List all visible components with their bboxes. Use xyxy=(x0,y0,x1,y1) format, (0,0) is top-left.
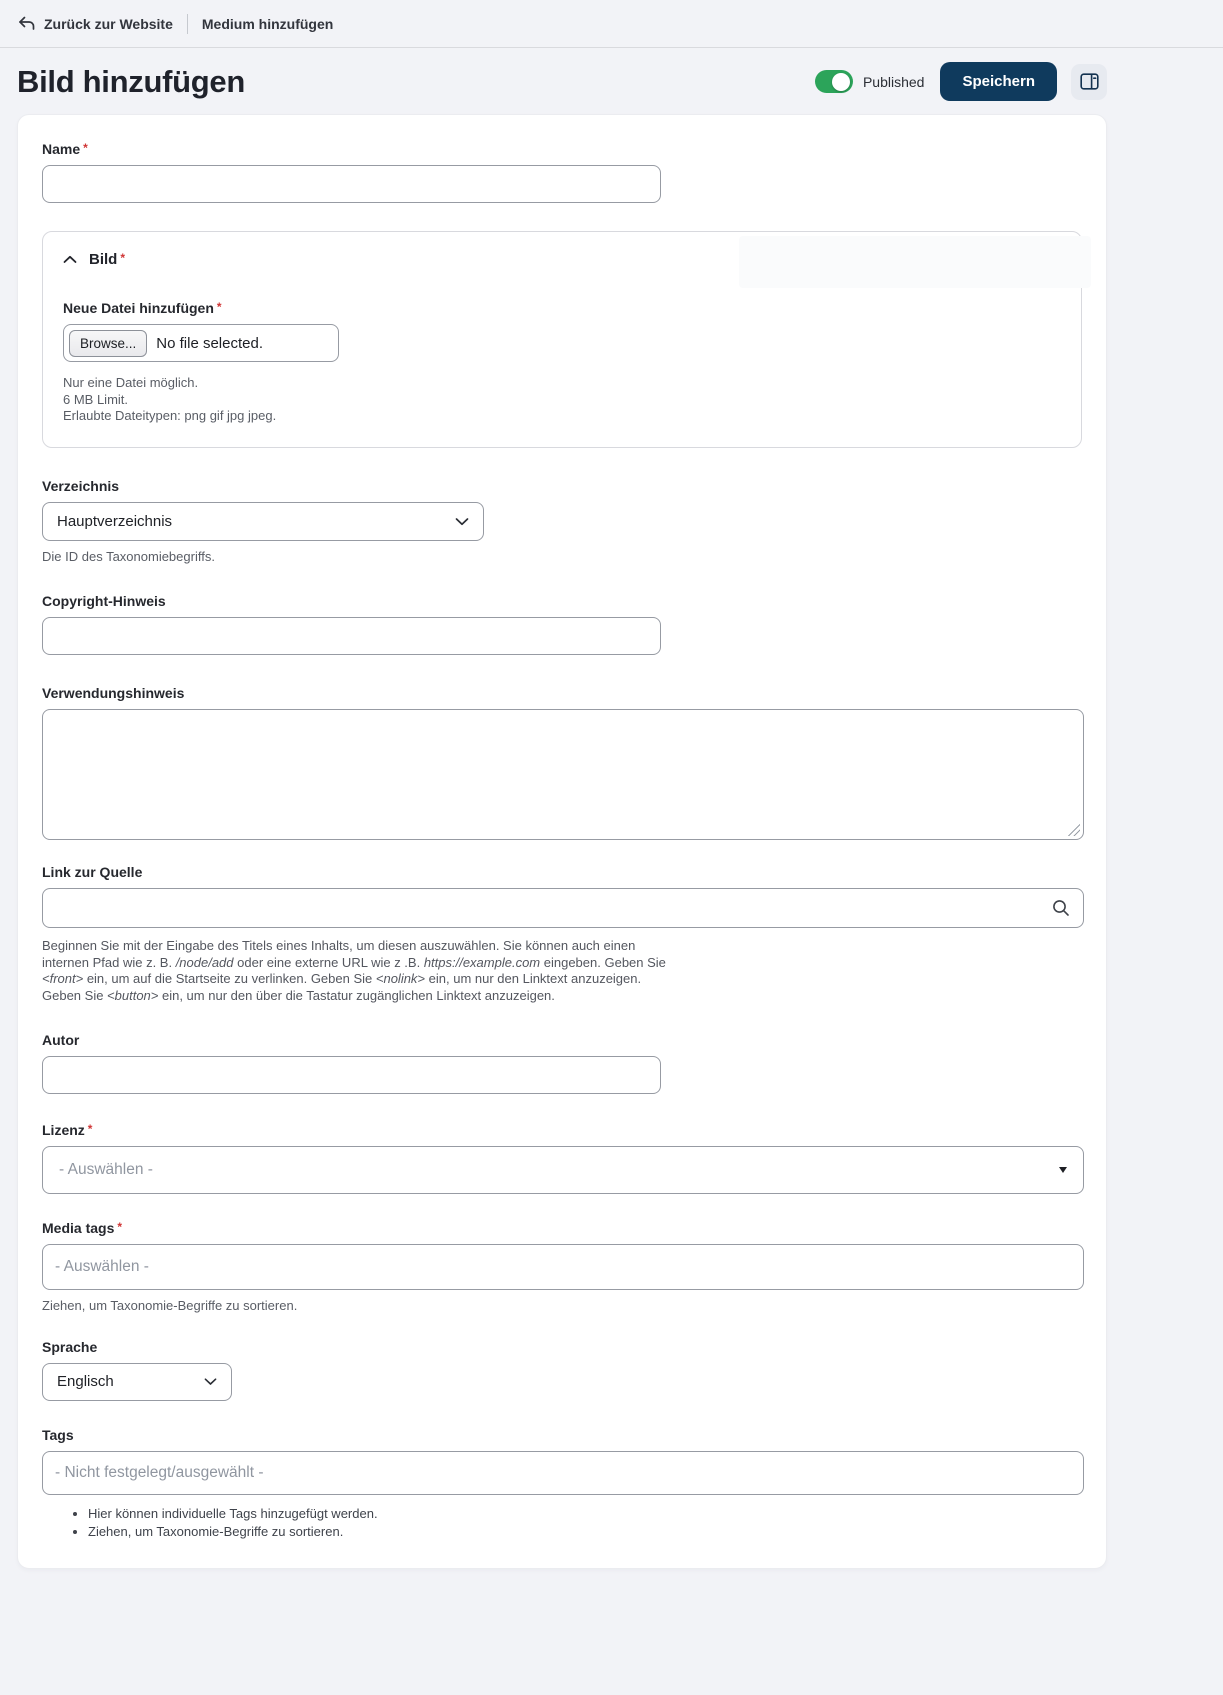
select-arrow-icon xyxy=(1059,1167,1067,1173)
field-link xyxy=(42,864,1082,1004)
verzeichnis-selected-value: Hauptverzeichnis xyxy=(57,512,173,530)
autor-input[interactable] xyxy=(42,1056,661,1094)
file-upload-input[interactable] xyxy=(63,324,339,362)
field-verzeichnis xyxy=(42,478,1082,566)
field-name xyxy=(42,141,1082,203)
breadcrumb: Medium hinzufügen xyxy=(201,15,334,32)
lizenz-select[interactable] xyxy=(42,1146,1084,1194)
media-tags-description: Ziehen, um Taxonomie-Begriffe zu sortieren. xyxy=(42,1298,298,1313)
tags-notes xyxy=(88,1505,1082,1542)
tags-note: • Ziehen, um Taxonomie-Begriffe zu sortieren. xyxy=(88,1523,1082,1542)
save-button[interactable]: Speichern xyxy=(940,62,1057,101)
admin-topbar xyxy=(0,0,1223,48)
topbar-divider xyxy=(187,14,188,34)
back-link-label: Zurück zur Website xyxy=(44,15,173,32)
published-toggle-wrap xyxy=(815,70,925,93)
bild-legend: Bild * xyxy=(89,251,126,268)
media-tags-label: Media tags * xyxy=(42,1220,123,1236)
file-upload-label: Neue Datei hinzufügen * xyxy=(63,300,222,316)
required-asterisk: * xyxy=(87,1122,93,1136)
media-tags-input[interactable] xyxy=(42,1244,1084,1290)
copyright-input[interactable] xyxy=(42,617,661,655)
required-asterisk: * xyxy=(83,141,88,155)
required-asterisk: * xyxy=(117,1220,123,1234)
link-description: Beginnen Sie mit der Eingabe des Titels eines Inhalts, um diesen auszuwählen. Sie können auch einen internen Pfad wie z. B. /node/add oder eine externe URL wie z .B. https://example.com eingeben. Geben Sie <front> ein, um auf die Startseite zu verlinken. Geben Sie <nolink> ein, um nur den Linktext anzuzeigen. Geben Sie <button> ein, um nur den über die Tastatur zugänglichen Linktext anzuzeigen. xyxy=(42,938,666,1003)
field-lizenz xyxy=(42,1122,1082,1194)
browse-button[interactable]: Browse... xyxy=(69,330,147,357)
lizenz-placeholder: - Auswählen - xyxy=(59,1161,153,1178)
verwendung-label: Verwendungshinweis xyxy=(42,685,185,701)
back-arrow-icon xyxy=(18,16,35,31)
file-status-text: No file selected. xyxy=(156,334,264,352)
bild-details-body xyxy=(63,300,1061,425)
verzeichnis-description: Die ID des Taxonomiebegriffs. xyxy=(42,548,215,564)
toggle-knob xyxy=(832,73,850,91)
link-label: Link zur Quelle xyxy=(42,864,143,880)
page-title: Bild hinzufügen xyxy=(17,63,245,99)
back-to-site-link[interactable] xyxy=(18,16,173,32)
file-upload-descriptions xyxy=(63,375,1061,425)
file-description-line: 6 MB Limit. xyxy=(63,391,129,407)
required-asterisk: * xyxy=(216,300,222,314)
bild-details-summary[interactable] xyxy=(63,251,1061,268)
sprache-label: Sprache xyxy=(42,1338,98,1355)
sprache-select[interactable] xyxy=(42,1363,232,1401)
header-actions xyxy=(815,62,1107,101)
link-input[interactable] xyxy=(42,888,1084,928)
field-copyright xyxy=(42,593,1082,655)
field-verwendung xyxy=(42,685,1082,840)
meta-sidebar-toggle-button[interactable] xyxy=(1071,64,1107,100)
field-media-tags xyxy=(42,1220,1082,1315)
tags-input[interactable] xyxy=(42,1451,1084,1495)
field-autor xyxy=(42,1032,1082,1094)
tags-label: Tags xyxy=(42,1426,74,1443)
page-header xyxy=(17,62,1107,101)
field-sprache xyxy=(42,1339,1082,1401)
verwendung-textarea[interactable] xyxy=(42,709,1084,840)
media-add-form xyxy=(17,114,1107,1569)
published-toggle[interactable] xyxy=(815,70,853,93)
name-label: Name * xyxy=(42,141,88,157)
verzeichnis-label: Verzeichnis xyxy=(42,477,120,494)
file-description-line: Erlaubte Dateitypen: png gif jpg jpeg. xyxy=(63,408,277,423)
name-input[interactable] xyxy=(42,165,661,203)
chevron-down-icon xyxy=(204,1377,217,1386)
chevron-up-icon xyxy=(63,255,77,264)
lizenz-label: Lizenz * xyxy=(42,1122,93,1138)
tags-note: • Hier können individuelle Tags hinzugefügt werden. xyxy=(88,1505,1082,1524)
published-label: Published xyxy=(862,73,925,90)
field-tags xyxy=(42,1427,1082,1542)
file-description-line: Nur eine Datei möglich. xyxy=(63,375,199,390)
sidebar-panel-icon xyxy=(1080,73,1099,90)
verzeichnis-select[interactable] xyxy=(42,502,484,541)
chevron-down-icon xyxy=(455,517,469,526)
copyright-label: Copyright-Hinweis xyxy=(42,593,166,609)
sprache-selected-value: Englisch xyxy=(57,1373,114,1390)
autor-label: Autor xyxy=(42,1032,80,1048)
bild-details xyxy=(42,231,1082,448)
required-asterisk: * xyxy=(120,251,126,265)
